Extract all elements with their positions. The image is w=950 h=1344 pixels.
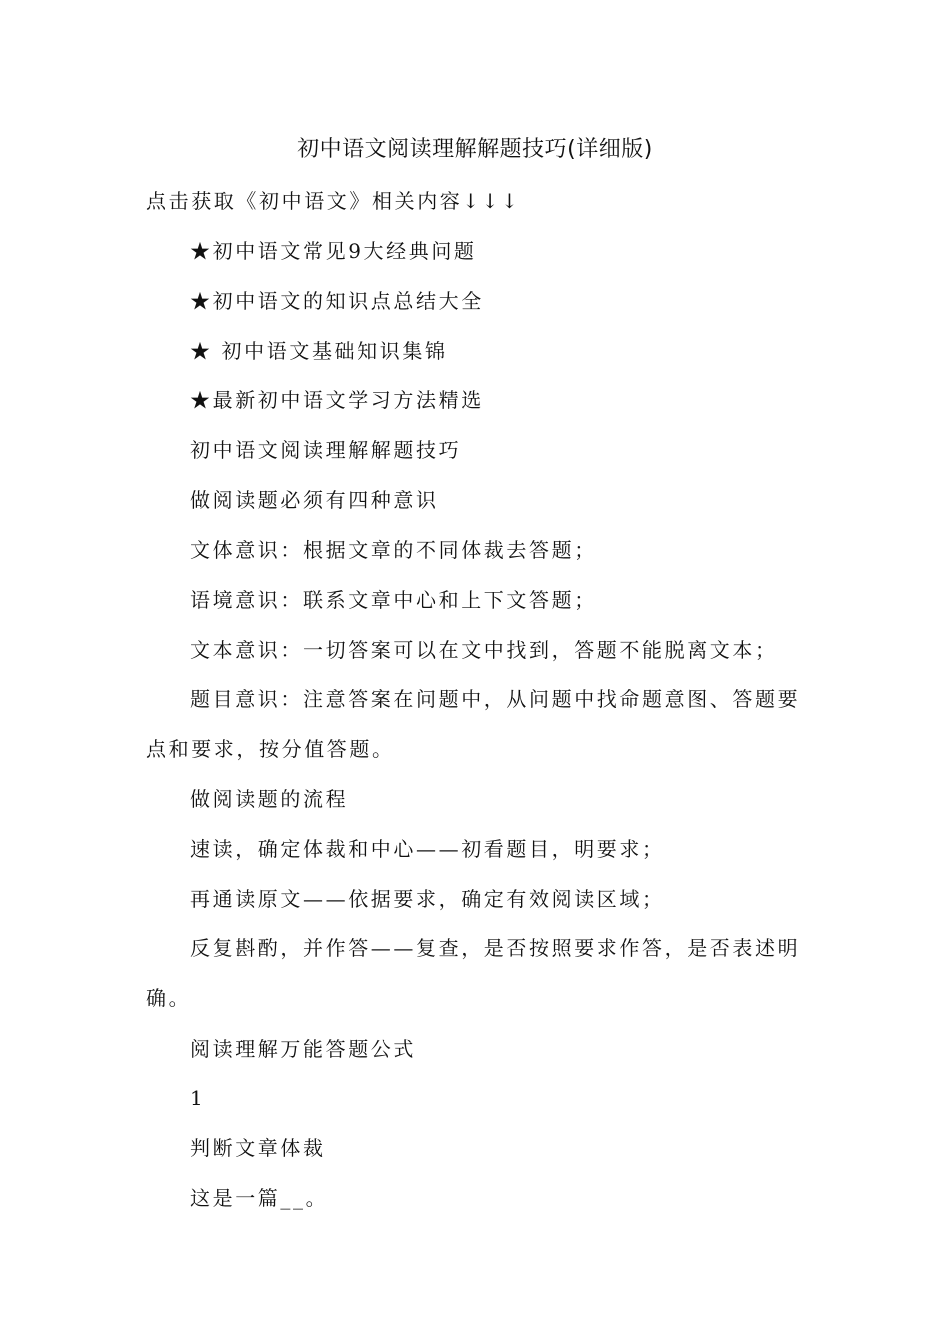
link-basic-knowledge[interactable]: ★ 初中语文基础知识集锦	[190, 339, 448, 363]
awareness-item-text: 文本意识：一切答案可以在文中找到，答题不能脱离文本；	[190, 638, 778, 662]
process-step-skim: 速读，确定体裁和中心——初看题目，明要求；	[190, 837, 665, 861]
process-step-answer: 反复斟酌，并作答——复查，是否按照要求作答，是否表述明确。	[146, 936, 801, 1010]
intro-text: 点击获取《初中语文》相关内容↓↓↓	[146, 189, 521, 213]
formula-heading: 阅读理解万能答题公式	[190, 1037, 416, 1061]
link-study-methods[interactable]: ★最新初中语文学习方法精选	[190, 388, 484, 412]
process-step-read: 再通读原文——依据要求，确定有效阅读区域；	[190, 887, 665, 911]
link-knowledge-summary[interactable]: ★初中语文的知识点总结大全	[190, 289, 484, 313]
awareness-item-question: 题目意识：注意答案在问题中，从问题中找命题意图、答题要点和要求，按分值答题。	[146, 687, 801, 761]
process-heading: 做阅读题的流程	[190, 787, 349, 811]
step-number: 1	[190, 1086, 206, 1110]
step-title: 判断文章体裁	[190, 1136, 326, 1160]
link-classic-questions[interactable]: ★初中语文常见9大经典问题	[190, 239, 477, 263]
section-heading: 初中语文阅读理解解题技巧	[190, 438, 462, 462]
awareness-item-context: 语境意识：联系文章中心和上下文答题；	[190, 588, 597, 612]
document-title: 初中语文阅读理解解题技巧(详细版)	[297, 137, 653, 162]
step-text: 这是一篇__。	[190, 1186, 329, 1210]
awareness-item-genre: 文体意识：根据文章的不同体裁去答题；	[190, 538, 597, 562]
awareness-heading: 做阅读题必须有四种意识	[190, 488, 439, 512]
